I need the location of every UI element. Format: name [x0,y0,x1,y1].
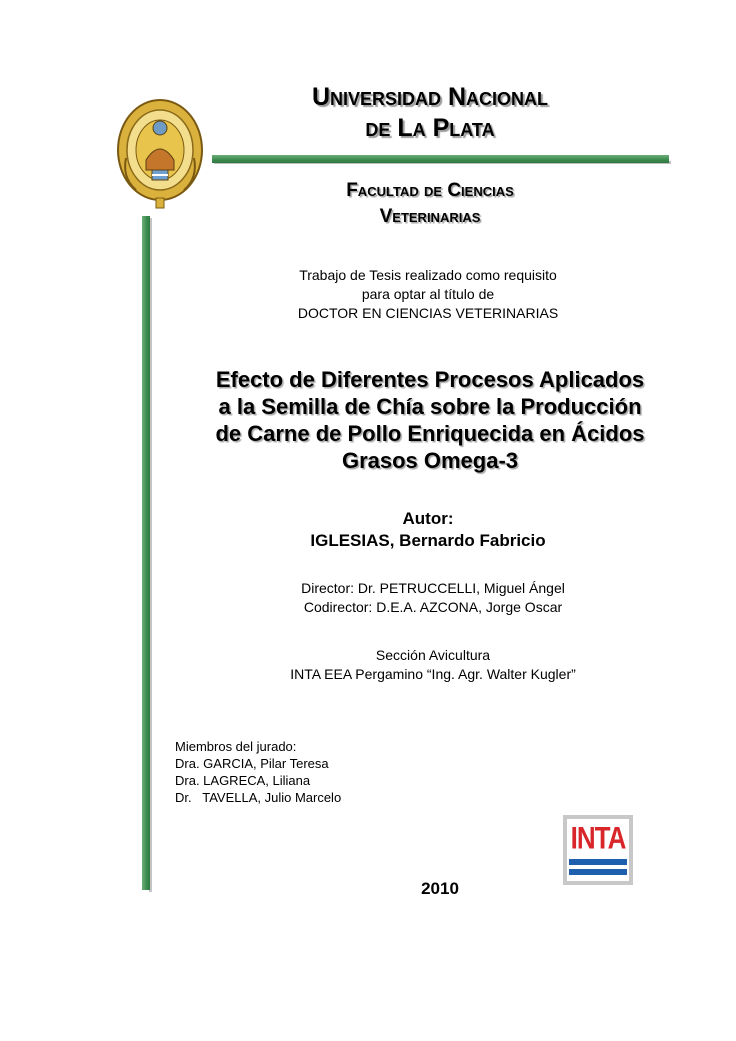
university-name [180,82,680,144]
supervisors [200,579,666,617]
jury-members [175,738,341,806]
university-name-line2: de La Plata [365,114,495,142]
degree-requirement [200,266,656,323]
horizontal-green-rule [212,155,669,163]
requirement-line2: para optar al título de [361,286,495,302]
year: 2010 [421,879,459,898]
university-name-line1: Universidad Nacional [311,83,549,111]
author-block [200,508,656,552]
vertical-green-rule [142,216,150,890]
codirector: Codirector: D.E.A. AZCONA, Jorge Oscar [303,599,563,615]
requirement-line3: DOCTOR EN CIENCIAS VETERINARIAS [297,305,559,321]
jury-heading: Miembros del jurado: [175,739,297,754]
author-name: IGLESIAS, Bernardo Fabricio [310,531,546,550]
thesis-title-line2: a la Semilla de Chía sobre la Producción [218,394,642,419]
faculty-name [200,178,660,230]
institution-line1: Sección Avicultura [375,647,491,663]
institution [200,646,666,684]
requirement-line1: Trabajo de Tesis realizado como requisito [299,267,557,283]
institution-line2: INTA EEA Pergamino “Ing. Agr. Walter Kugler” [290,666,576,682]
thesis-title-line3: de Carne de Pollo Enriquecida en Ácidos [215,421,645,446]
jury-member: Dra. GARCIA, Pilar Teresa [175,756,329,771]
thesis-title-line1: Efecto de Diferentes Procesos Aplicados [215,367,645,392]
director: Director: Dr. PETRUCCELLI, Miguel Ángel [301,580,565,596]
jury-member: Dr. TAVELLA, Julio Marcelo [175,790,342,805]
thesis-title-line4: Grasos Omega-3 [341,448,519,473]
inta-logo-text: INTA [570,819,626,856]
jury-member: Dra. LAGRECA, Liliana [175,773,311,788]
author-label: Autor: [402,509,454,528]
inta-logo [563,815,633,885]
faculty-name-line1: Facultad de Ciencias [346,180,514,201]
thesis-title [180,366,680,474]
faculty-name-line2: Veterinarias [379,206,481,227]
